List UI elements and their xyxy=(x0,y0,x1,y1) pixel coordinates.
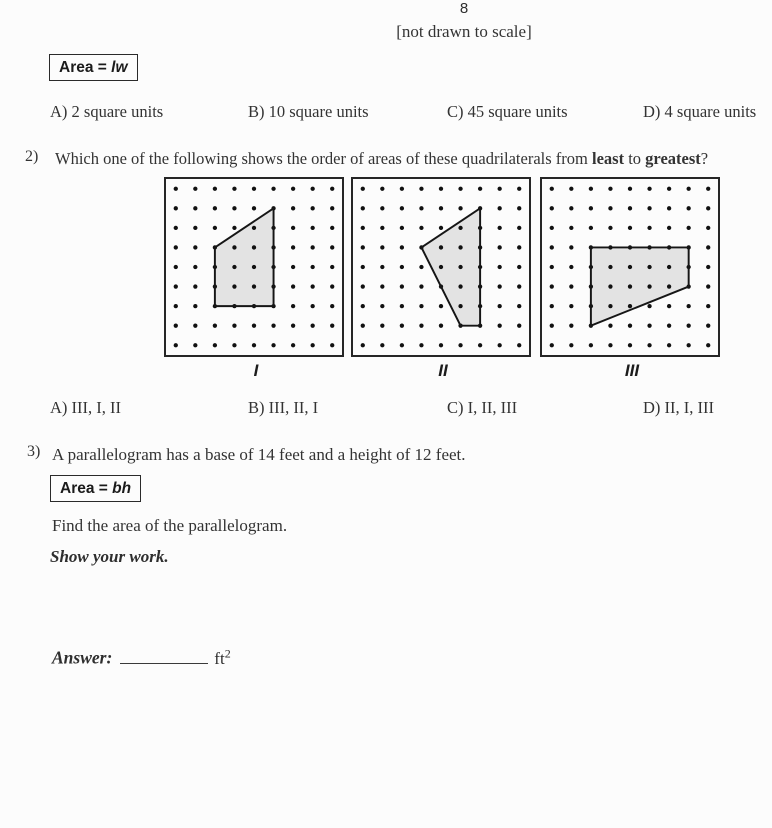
choice-d: D) II, I, III xyxy=(643,398,715,417)
unit-exponent: 2 xyxy=(224,646,231,660)
question3-instruction: Find the area of the parallelogram. xyxy=(52,516,288,535)
show-your-work-label: Show your work. xyxy=(50,547,169,566)
choice-b: B) III, II, I xyxy=(248,398,319,417)
formula-variables: lw xyxy=(111,59,128,76)
dot-grid-figure-1 xyxy=(164,177,344,357)
dot-grid-figure-3 xyxy=(540,177,720,357)
question3-text: A parallelogram has a base of 14 feet and a height of 12 feet. xyxy=(52,445,466,464)
formula-prefix: Area = xyxy=(60,480,113,497)
answer-line xyxy=(52,646,231,669)
question2-choices xyxy=(0,398,772,418)
answer-unit: $ft^2$ xyxy=(214,646,231,668)
page-number: 8 xyxy=(459,0,469,17)
area-formula-box-lw xyxy=(49,54,138,81)
choice-d: D) 4 square units xyxy=(643,102,757,121)
choice-a: A) 2 square units xyxy=(50,102,164,121)
bold-greatest: greatest xyxy=(645,149,701,168)
choice-a: A) III, I, II xyxy=(50,398,122,417)
formula-prefix: Area = xyxy=(59,59,112,76)
choice-b: B) 10 square units xyxy=(248,102,369,121)
choice-c: C) 45 square units xyxy=(447,102,568,121)
question2-number: 2) xyxy=(25,148,39,165)
answer-blank-line xyxy=(120,662,208,664)
area-formula-box-bh xyxy=(50,475,141,502)
not-drawn-to-scale-note: [not drawn to scale] xyxy=(396,22,532,41)
question2-text: Which one of the following shows the order of areas of these quadrilaterals from least to greatest? xyxy=(55,149,709,168)
dot-grid-figure-2 xyxy=(351,177,531,357)
figure-label-3: III xyxy=(624,361,640,380)
bold-least: least xyxy=(592,149,625,168)
question1-choices xyxy=(0,102,772,122)
choice-c: C) I, II, III xyxy=(447,398,518,417)
formula-variables: bh xyxy=(112,480,132,497)
question3-number: 3) xyxy=(27,443,41,460)
figure-label-2: II xyxy=(438,361,448,380)
answer-label: Answer: xyxy=(52,647,113,668)
figure-label-1: I xyxy=(253,361,259,380)
